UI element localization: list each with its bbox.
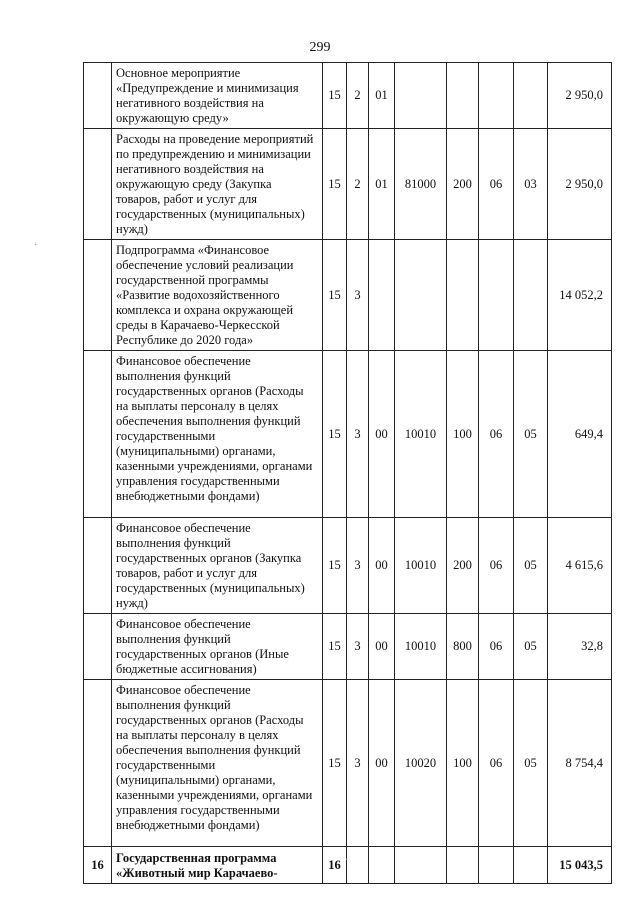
row-code-c4: 10010 xyxy=(395,518,447,614)
row-code-c3: 00 xyxy=(369,351,395,518)
row-code-c1: 15 xyxy=(323,351,347,518)
row-code-c7: 03 xyxy=(514,129,548,240)
row-number xyxy=(84,518,112,614)
row-description: Основное мероприятие «Предупреждение и минимизация негативного воздействия на окружающую среду» xyxy=(112,63,323,129)
row-description: Государственная программа «Животный мир Карачаево- xyxy=(112,847,323,884)
row-description: Финансовое обеспечение выполнения функций государственных органов (Расходы на выплаты персоналу в целях обеспечения выполнения функций государственными (муниципальными) органами, казенными учреждениями, органами управления государственными внебюджетными фондами) xyxy=(112,351,323,518)
row-code-c3: 00 xyxy=(369,518,395,614)
row-code-c3 xyxy=(369,847,395,884)
row-code-c5 xyxy=(447,63,479,129)
row-code-c1: 16 xyxy=(323,847,347,884)
row-description: Финансовое обеспечение выполнения функций государственных органов (Иные бюджетные ассигнования) xyxy=(112,614,323,680)
row-code-c6: 06 xyxy=(479,351,514,518)
row-code-c4: 10010 xyxy=(395,614,447,680)
row-code-c2: 2 xyxy=(347,63,369,129)
row-code-c5 xyxy=(447,847,479,884)
row-code-c6 xyxy=(479,847,514,884)
row-amount: 649,4 xyxy=(548,351,612,518)
row-code-c2: 2 xyxy=(347,129,369,240)
row-number xyxy=(84,240,112,351)
row-amount: 32,8 xyxy=(548,614,612,680)
row-code-c4 xyxy=(395,847,447,884)
row-code-c4 xyxy=(395,240,447,351)
scan-speck: · xyxy=(345,855,349,866)
row-description: Подпрограмма «Финансовое обеспечение условий реализации государственной программы «Развитие водохозяйственного комплекса и охрана окружающей среды в Карачаево-Черкесской Республике до 2020 года» xyxy=(112,240,323,351)
row-code-c5: 800 xyxy=(447,614,479,680)
row-code-c2: 3 xyxy=(347,240,369,351)
row-code-c3 xyxy=(369,240,395,351)
row-amount: 8 754,4 xyxy=(548,680,612,847)
row-code-c5: 200 xyxy=(447,129,479,240)
row-code-c7 xyxy=(514,63,548,129)
table-row xyxy=(84,240,612,351)
row-code-c2: 3 xyxy=(347,351,369,518)
budget-table xyxy=(83,62,612,884)
table-row xyxy=(84,614,612,680)
row-code-c2: 3 xyxy=(347,614,369,680)
row-code-c6: 06 xyxy=(479,129,514,240)
row-code-c5: 200 xyxy=(447,518,479,614)
row-code-c2: 3 xyxy=(347,680,369,847)
row-code-c4: 10010 xyxy=(395,351,447,518)
row-amount: 2 950,0 xyxy=(548,63,612,129)
row-code-c7 xyxy=(514,847,548,884)
row-code-c7: 05 xyxy=(514,680,548,847)
row-code-c1: 15 xyxy=(323,240,347,351)
row-code-c3: 00 xyxy=(369,614,395,680)
scan-speck: · xyxy=(34,240,38,251)
row-code-c5 xyxy=(447,240,479,351)
row-amount: 4 615,6 xyxy=(548,518,612,614)
page-number: 299 xyxy=(309,40,331,55)
row-number: 16 xyxy=(84,847,112,884)
row-code-c2 xyxy=(347,847,369,884)
table-row xyxy=(84,129,612,240)
row-code-c3: 01 xyxy=(369,63,395,129)
row-code-c6: 06 xyxy=(479,518,514,614)
row-code-c6 xyxy=(479,63,514,129)
row-code-c1: 15 xyxy=(323,129,347,240)
row-description: Расходы на проведение мероприятий по предупреждению и минимизации негативного воздействия на окружающую среду (Закупка товаров, работ и услуг для государственных (муниципальных) нужд) xyxy=(112,129,323,240)
row-number xyxy=(84,351,112,518)
row-number xyxy=(84,63,112,129)
row-code-c2: 3 xyxy=(347,518,369,614)
row-code-c6 xyxy=(479,240,514,351)
row-description: Финансовое обеспечение выполнения функций государственных органов (Расходы на выплаты персоналу в целях обеспечения выполнения функций государственными (муниципальными) органами, казенными учреждениями, органами управления государственными внебюджетными фондами) xyxy=(112,680,323,847)
row-code-c7: 05 xyxy=(514,614,548,680)
row-amount: 2 950,0 xyxy=(548,129,612,240)
row-amount: 15 043,5 xyxy=(548,847,612,884)
row-code-c7: 05 xyxy=(514,351,548,518)
row-number xyxy=(84,129,112,240)
row-description: Финансовое обеспечение выполнения функций государственных органов (Закупка товаров, работ и услуг для государственных (муниципальных) нужд) xyxy=(112,518,323,614)
row-code-c7 xyxy=(514,240,548,351)
row-code-c1: 15 xyxy=(323,614,347,680)
row-code-c5: 100 xyxy=(447,351,479,518)
row-number xyxy=(84,614,112,680)
row-code-c1: 15 xyxy=(323,63,347,129)
row-code-c5: 100 xyxy=(447,680,479,847)
table-row xyxy=(84,63,612,129)
table-row xyxy=(84,680,612,847)
row-code-c4: 81000 xyxy=(395,129,447,240)
table-row xyxy=(84,351,612,518)
row-code-c6: 06 xyxy=(479,680,514,847)
row-amount: 14 052,2 xyxy=(548,240,612,351)
row-code-c6: 06 xyxy=(479,614,514,680)
row-code-c3: 00 xyxy=(369,680,395,847)
row-code-c1: 15 xyxy=(323,680,347,847)
row-number xyxy=(84,680,112,847)
row-code-c4: 10020 xyxy=(395,680,447,847)
row-code-c4 xyxy=(395,63,447,129)
row-code-c3: 01 xyxy=(369,129,395,240)
table-row xyxy=(84,518,612,614)
row-code-c7: 05 xyxy=(514,518,548,614)
row-code-c1: 15 xyxy=(323,518,347,614)
